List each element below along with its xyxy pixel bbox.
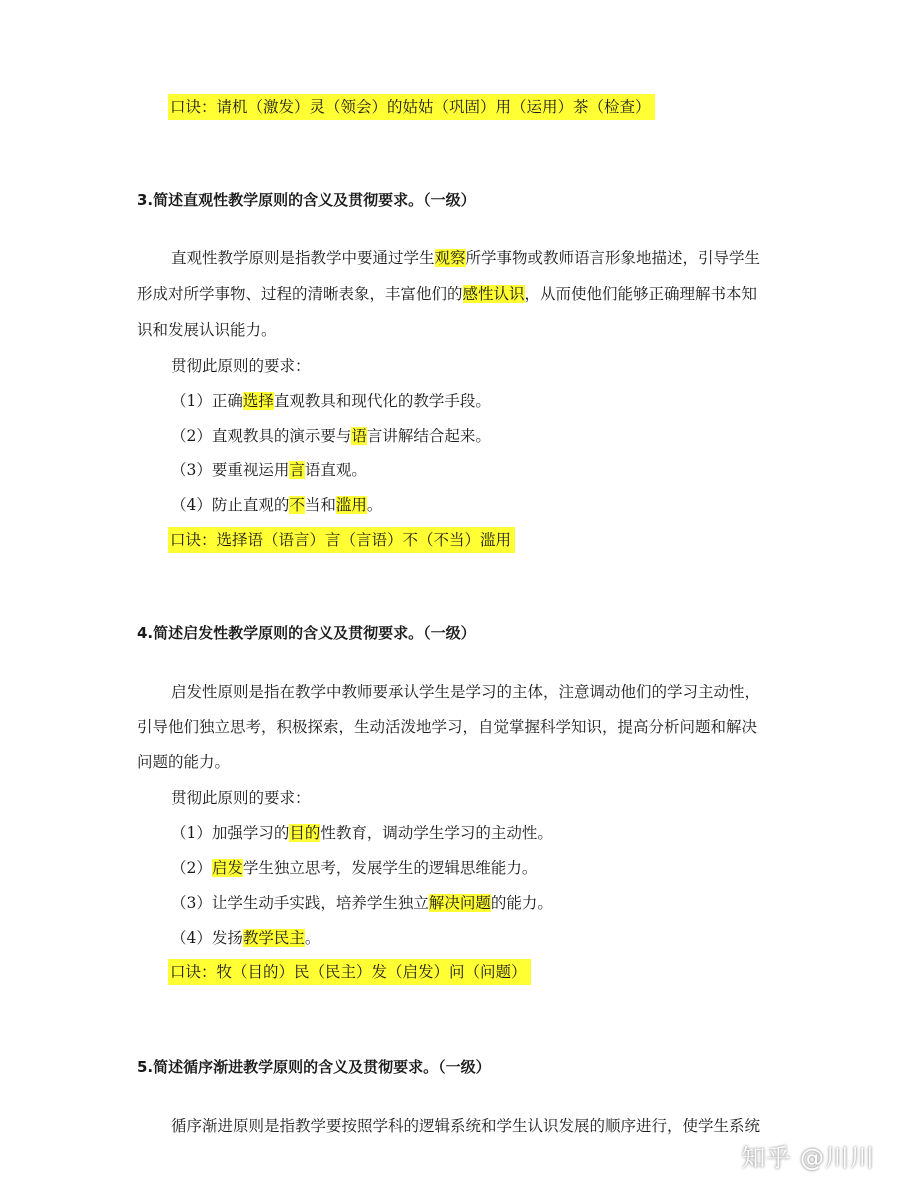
text-segment: （3）让学生动手实践，培养学生独立	[171, 894, 429, 912]
section-4-paragraph-line-1: 启发性原则是指在教学中教师要承认学生是学习的主体，注意调动他们的学习主动性，	[171, 683, 761, 701]
highlight: 目的	[289, 824, 321, 842]
section-3-heading: 3.简述直观性教学原则的含义及贯彻要求。（一级）	[137, 191, 476, 209]
zhihu-watermark: 知乎 @川川	[741, 1144, 875, 1172]
section-4-requirement-3	[171, 891, 553, 915]
section-4-requirement-4	[171, 926, 320, 950]
text-segment: （4）防止直观的	[171, 496, 290, 514]
text-segment: ，从而使他们能够正确理解书本知	[524, 285, 758, 303]
text-segment: 形成对所学事物、过程的清晰表象，丰富他们的	[137, 285, 463, 303]
text-segment: 性教育，调动学生学习的主动性。	[320, 824, 553, 842]
section-3-paragraph-line-1	[171, 246, 760, 270]
highlight: 滥用	[335, 496, 367, 514]
text-segment: 的能力。	[490, 894, 553, 912]
section-3-requirement-1	[171, 389, 491, 413]
highlight: 解决问题	[428, 894, 491, 912]
text-segment: 所学事物或教师语言形象地描述，引导学生	[465, 249, 761, 267]
section-4-paragraph-line-3: 问题的能力。	[137, 753, 231, 771]
section-5-heading: 5.简述循序渐进教学原则的含义及贯彻要求。（一级）	[137, 1058, 491, 1076]
section-3-requirements-title: 贯彻此原则的要求：	[171, 357, 311, 375]
text-segment: （4）发扬	[171, 929, 243, 947]
highlight: 不	[289, 496, 305, 514]
section-4-requirement-2	[171, 856, 537, 880]
highlight: 启发	[211, 859, 243, 877]
text-segment: 语直观。	[304, 461, 367, 479]
highlight: 语	[351, 427, 367, 445]
mnemonic-text: 口诀：牧（目的）民（民主）发（启发）问（问题）	[168, 959, 531, 985]
highlight: 观察	[434, 249, 466, 267]
section-4-heading: 4.简述启发性教学原则的含义及贯彻要求。（一级）	[137, 624, 476, 642]
mnemonic-line-3	[170, 960, 531, 984]
section-4-requirement-1	[171, 821, 553, 845]
section-4-paragraph-line-2: 引导他们独立思考，积极探索，生动活泼地学习，自觉掌握科学知识，提高分析问题和解决	[137, 718, 758, 736]
text-segment: 当和	[304, 496, 336, 514]
mnemonic-text: 口诀：选择语（语言）言（言语）不（不当）滥用	[168, 527, 515, 553]
section-3-requirement-3	[171, 458, 367, 482]
highlight: 言	[289, 461, 305, 479]
text-segment: 。	[366, 496, 383, 514]
section-3-paragraph-line-3: 识和发展认识能力。	[137, 321, 277, 339]
text-segment: 学生独立思考，发展学生的逻辑思维能力。	[242, 859, 538, 877]
section-3-paragraph-line-2	[137, 282, 757, 306]
text-segment: （2）	[171, 859, 212, 877]
highlight: 感性认识	[462, 285, 525, 303]
text-segment: （1）加强学习的	[171, 824, 290, 842]
mnemonic-line-1	[170, 95, 655, 119]
highlight: 选择	[242, 392, 274, 410]
highlight: 教学民主	[242, 929, 305, 947]
text-segment: （3）要重视运用	[171, 461, 290, 479]
text-segment: （2）直观教具的演示要与	[171, 427, 352, 445]
text-segment: （1）正确	[171, 392, 243, 410]
text-segment: 。	[304, 929, 321, 947]
section-5-paragraph-line-1: 循序渐进原则是指教学要按照学科的逻辑系统和学生认识发展的顺序进行，使学生系统	[171, 1117, 761, 1135]
text-segment: 直观教具和现代化的教学手段。	[273, 392, 491, 410]
mnemonic-line-2	[170, 528, 515, 552]
section-4-requirements-title: 贯彻此原则的要求：	[171, 789, 311, 807]
section-3-requirement-2	[171, 424, 491, 448]
mnemonic-text: 口诀：请机（激发）灵（领会）的姑姑（巩固）用（运用）茶（检查）	[168, 94, 655, 120]
section-3-requirement-4	[171, 493, 382, 517]
text-segment: 言讲解结合起来。	[366, 427, 491, 445]
text-segment: 直观性教学原则是指教学中要通过学生	[171, 249, 435, 267]
